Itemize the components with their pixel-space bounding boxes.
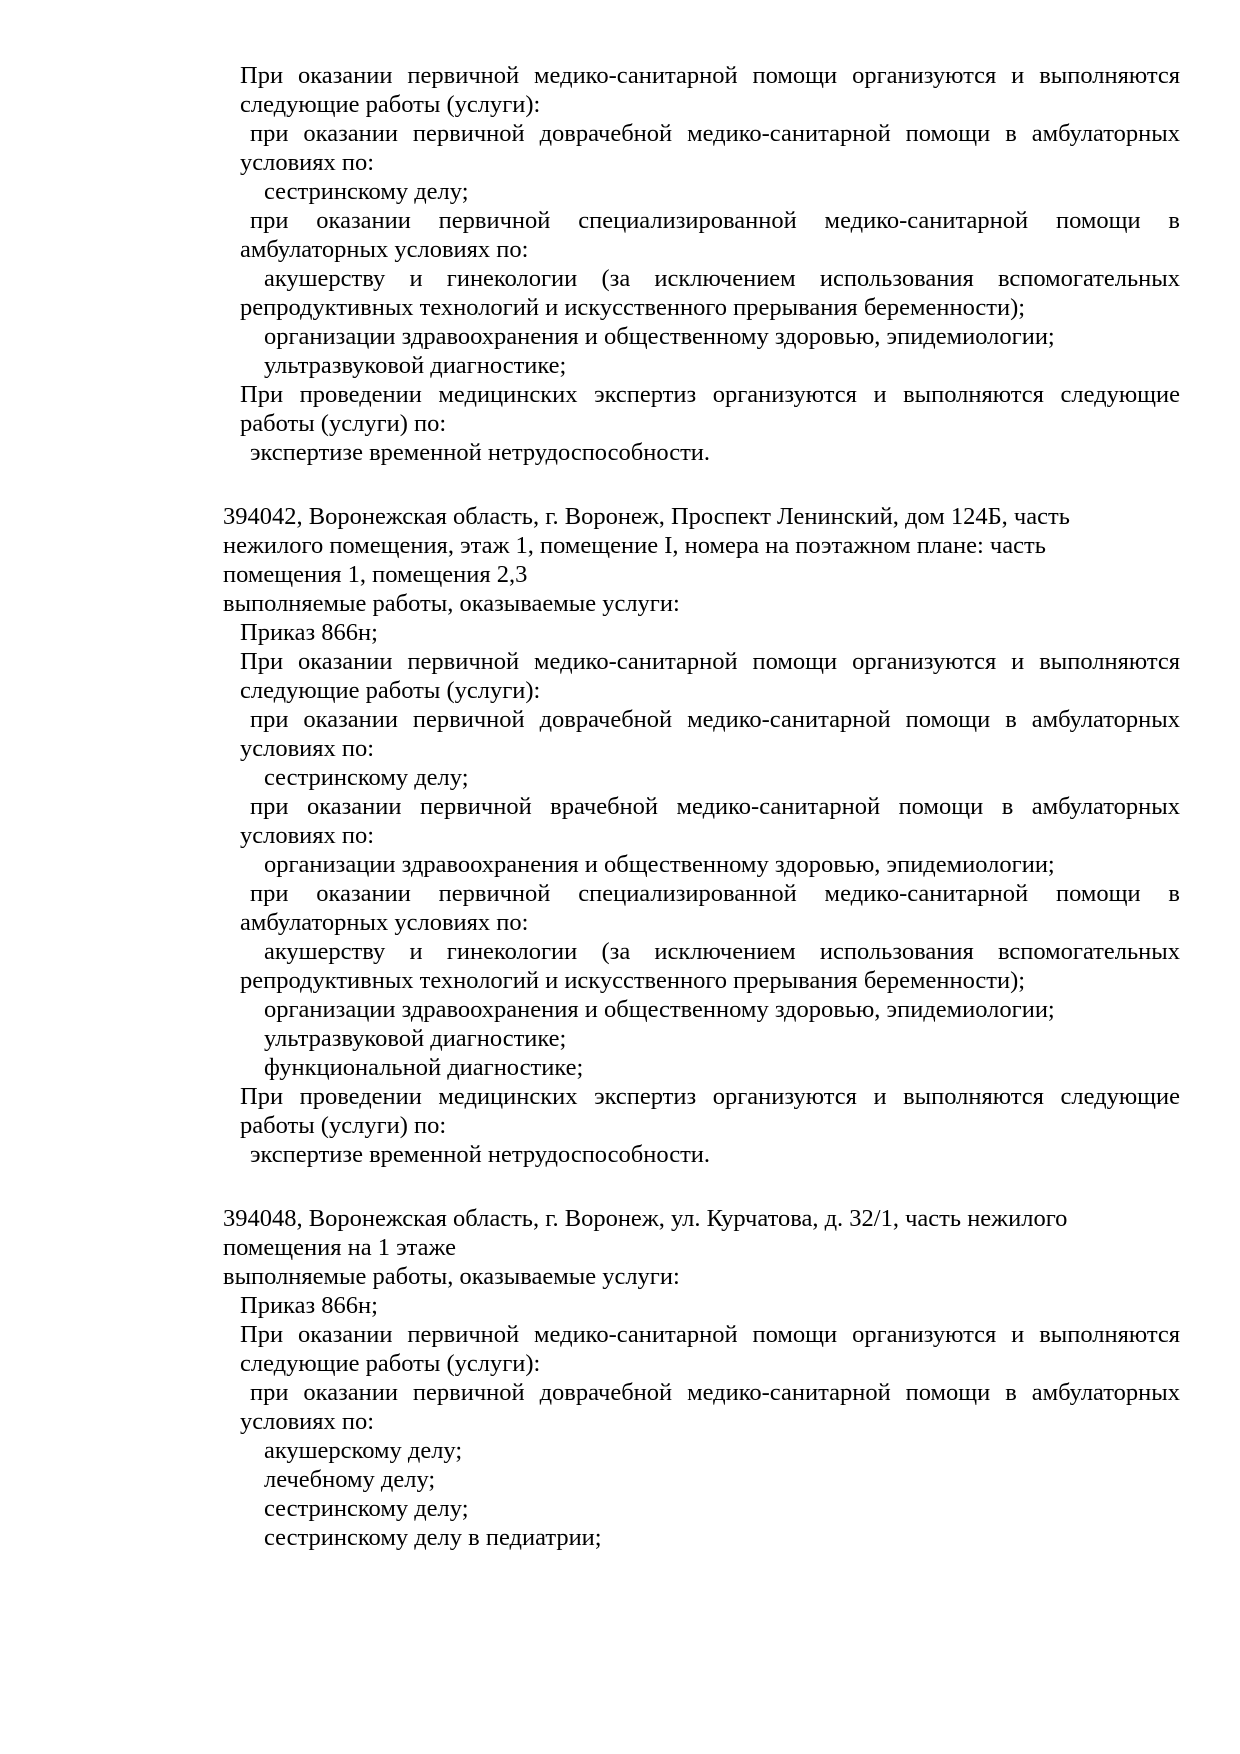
- text-line: При оказании первичной медико-санитарной помощи организуются и выполняются: [240, 62, 1180, 89]
- text-line: помещения 1, помещения 2,3: [223, 561, 528, 588]
- text-line: организации здравоохранения и общественному здоровью, эпидемиологии;: [264, 323, 1055, 350]
- text-line: При проведении медицинских экспертиз организуются и выполняются следующие: [240, 381, 1180, 408]
- text-line: помещения на 1 этаже: [223, 1234, 456, 1261]
- text-line: При оказании первичной медико-санитарной помощи организуются и выполняются: [240, 1321, 1180, 1348]
- text-line: при оказании первичной специализированной медико-санитарной помощи в: [250, 207, 1180, 234]
- text-line: работы (услуги) по:: [240, 410, 447, 437]
- text-line: амбулаторных условиях по:: [240, 909, 529, 936]
- text-line: при оказании первичной доврачебной медико-санитарной помощи в амбулаторных: [250, 706, 1180, 733]
- text-line: Приказ 866н;: [240, 619, 378, 646]
- text-line: сестринскому делу;: [264, 1495, 469, 1522]
- text-line: При проведении медицинских экспертиз организуются и выполняются следующие: [240, 1083, 1180, 1110]
- text-line: при оказании первичной доврачебной медико-санитарной помощи в амбулаторных: [250, 120, 1180, 147]
- text-line: условиях по:: [240, 735, 375, 762]
- text-line: экспертизе временной нетрудоспособности.: [250, 1141, 711, 1168]
- text-line: амбулаторных условиях по:: [240, 236, 529, 263]
- text-line: функциональной диагностике;: [264, 1054, 584, 1081]
- text-line: нежилого помещения, этаж 1, помещение I, номера на поэтажном плане: часть: [223, 532, 1046, 559]
- text-line: лечебному делу;: [264, 1466, 436, 1493]
- text-line: экспертизе временной нетрудоспособности.: [250, 439, 711, 466]
- text-line: при оказании первичной врачебной медико-санитарной помощи в амбулаторных: [250, 793, 1180, 820]
- text-line: условиях по:: [240, 822, 375, 849]
- text-line: акушерству и гинекологии (за исключением использования вспомогательных: [264, 265, 1180, 292]
- text-line: акушерскому делу;: [264, 1437, 463, 1464]
- text-line: репродуктивных технологий и искусственного прерывания беременности);: [240, 967, 1026, 994]
- text-line: выполняемые работы, оказываемые услуги:: [223, 590, 680, 617]
- text-line: ультразвуковой диагностике;: [264, 352, 567, 379]
- text-line: сестринскому делу;: [264, 178, 469, 205]
- text-line: 394042, Воронежская область, г. Воронеж, Проспект Ленинский, дом 124Б, часть: [223, 503, 1070, 530]
- text-line: выполняемые работы, оказываемые услуги:: [223, 1263, 680, 1290]
- text-line: следующие работы (услуги):: [240, 677, 541, 704]
- text-line: сестринскому делу;: [264, 764, 469, 791]
- address-section: [0, 502, 1240, 1169]
- text-line: условиях по:: [240, 1408, 375, 1435]
- text-line: условиях по:: [240, 149, 375, 176]
- text-line: ультразвуковой диагностике;: [264, 1025, 567, 1052]
- text-line: репродуктивных технологий и искусственного прерывания беременности);: [240, 294, 1026, 321]
- text-line: При оказании первичной медико-санитарной помощи организуются и выполняются: [240, 648, 1180, 675]
- address-section: [0, 1204, 1240, 1552]
- text-line: организации здравоохранения и общественному здоровью, эпидемиологии;: [264, 851, 1055, 878]
- text-line: следующие работы (услуги):: [240, 91, 541, 118]
- text-line: при оказании первичной доврачебной медико-санитарной помощи в амбулаторных: [250, 1379, 1180, 1406]
- text-line: организации здравоохранения и общественному здоровью, эпидемиологии;: [264, 996, 1055, 1023]
- text-line: сестринскому делу в педиатрии;: [264, 1524, 602, 1551]
- text-line: акушерству и гинекологии (за исключением использования вспомогательных: [264, 938, 1180, 965]
- document-page: [0, 61, 1240, 1587]
- text-line: Приказ 866н;: [240, 1292, 378, 1319]
- text-line: 394048, Воронежская область, г. Воронеж, ул. Курчатова, д. 32/1, часть нежилого: [223, 1205, 1068, 1232]
- text-line: работы (услуги) по:: [240, 1112, 447, 1139]
- text-line: следующие работы (услуги):: [240, 1350, 541, 1377]
- services-section-continued: [0, 61, 1240, 467]
- text-line: при оказании первичной специализированной медико-санитарной помощи в: [250, 880, 1180, 907]
